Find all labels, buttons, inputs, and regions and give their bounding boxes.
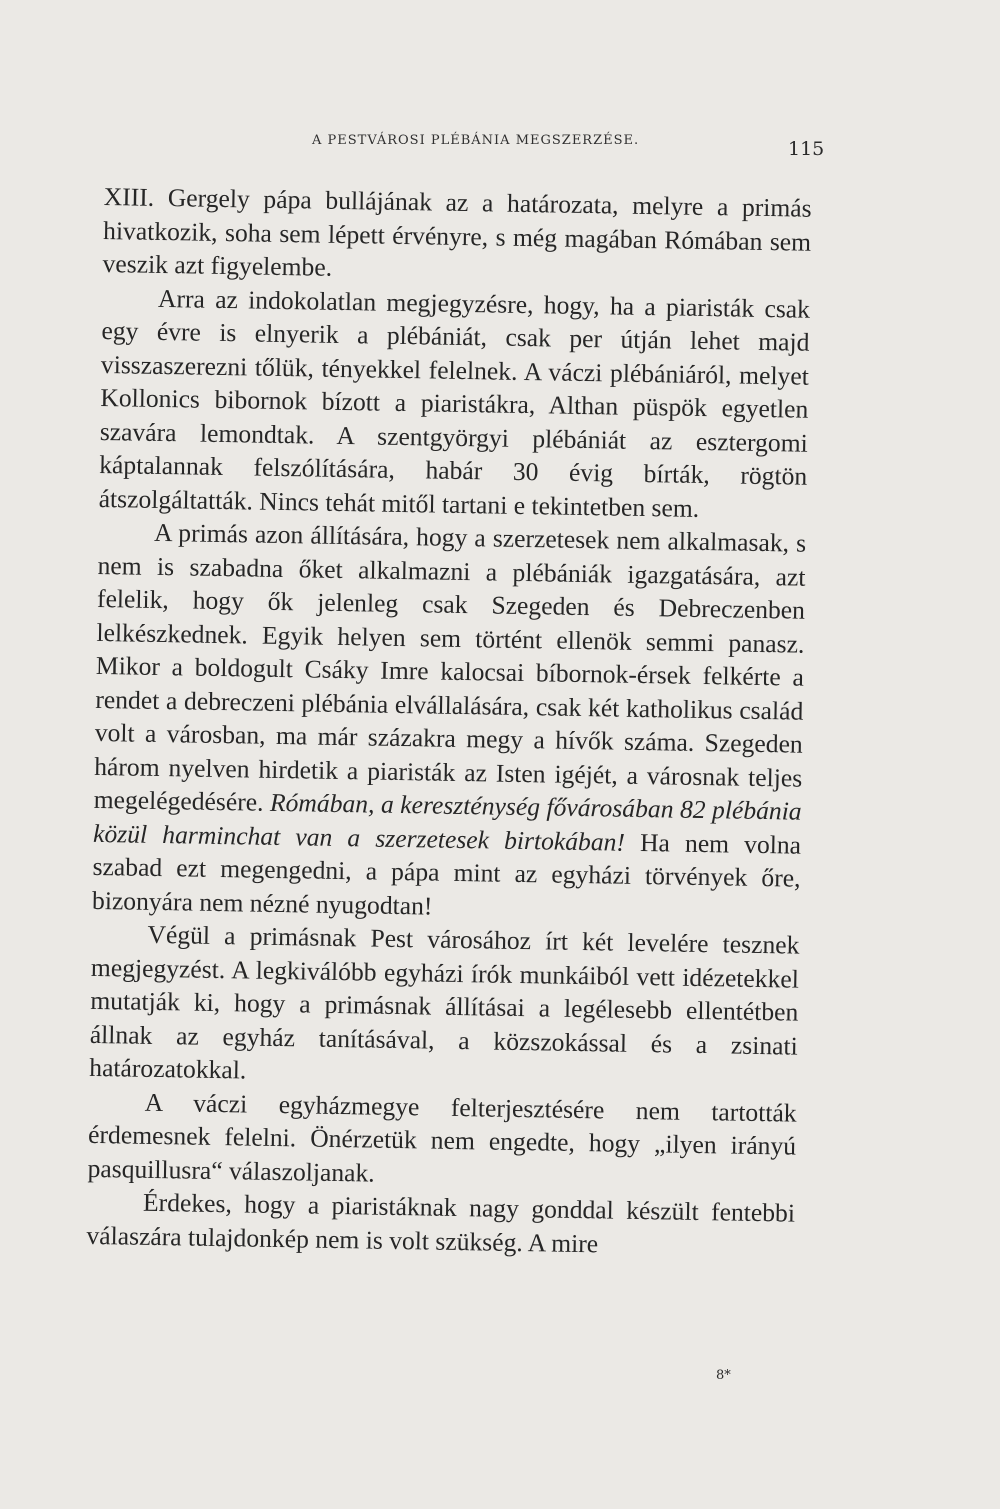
paragraph-3-italic-text: Rómában, a kereszténység fővárosában 82 plébánia közül harminchat van a szerzetesek birtokában! [92, 787, 802, 857]
paragraph-4: Végül a primásnak Pest városához írt két levelére tesznek megjegyzést. A legkiválóbb egyházi írók munkáiból vett idézetekkel mutatják ki, hogy a primásnak állításai a legélesebb ellentétben állnak az egyház tanításával, a közszokással és a zsinati határozatokkal. [89, 919, 800, 1085]
body-text [86, 180, 812, 1264]
paragraph-5: A váczi egyházmegye felterjesztésére nem tartották érdemesnek felelni. Önérzetük nem engedte, hogy „ilyen irányú pasquillusra“ válaszoljanak. [87, 1087, 797, 1188]
paragraph-2: Arra az indokolatlan megjegyzésre, hogy, ha a piaristák csak egy évre is elnyerik a plébániát, csak per útján lehet majd visszaszerezni tőlük, tényekkel felelnek. A váczi plébániáról, melyet Kollonics bibornok bízott a piaristákra, Althan püspök egyetlen szavára lemondtak. A szentgyörgyi plébániát az esztergomi káptalannak felszólítására, habár 30 évig bírták, rögtön átszolgáltatták. Nincs tehát mitől tartani e tekintetben sem. [98, 283, 811, 523]
running-head: A PESTVÁROSI PLÉBÁNIA MEGSZERZÉSE. [312, 133, 640, 148]
paragraph-6: Érdekes, hogy a piaristáknak nagy gonddal készült fentebbi válaszára tulajdonkép nem is volt szükség. A mire [86, 1187, 796, 1258]
page-number: 115 [788, 138, 825, 160]
paragraph-3-text-b: Ha nem volna szabad ezt megengedni, a pápa mint az egyházi törvények őre, bizonyára nem nézné nyugodtan! [91, 827, 802, 921]
signature-mark: 8* [716, 1368, 731, 1383]
paragraph-3 [92, 515, 807, 929]
paragraph-1: XIII. Gergely pápa bullájának az a határozata, melyre a primás hivatkozik, soha sem lépett érvényre, s még magában Rómában sem veszik azt figyelembe. [102, 181, 812, 282]
paragraph-3-text-a: A primás azon állítására, hogy a szerzetesek nem alkalmasak, s nem is szabadna őket alkalmazni a plébániák igazgatására, azt felelik, hogy ők jelenleg csak Szegeden és Debreczenben lelkészkednek. Egyik helyen sem történt ellenök semmi panasz. Mikor a boldogult Csáky Imre kalocsai bíbornok-érsek felkérte a rendet a debreczeni plébánia elvállalására, csak két katholikus család volt a városban, ma már százakra megy a hívők száma. Szegeden három nyelven hirdetik a piaristák az Isten igéjét, a városnak teljes megelégedésére. [93, 517, 807, 817]
